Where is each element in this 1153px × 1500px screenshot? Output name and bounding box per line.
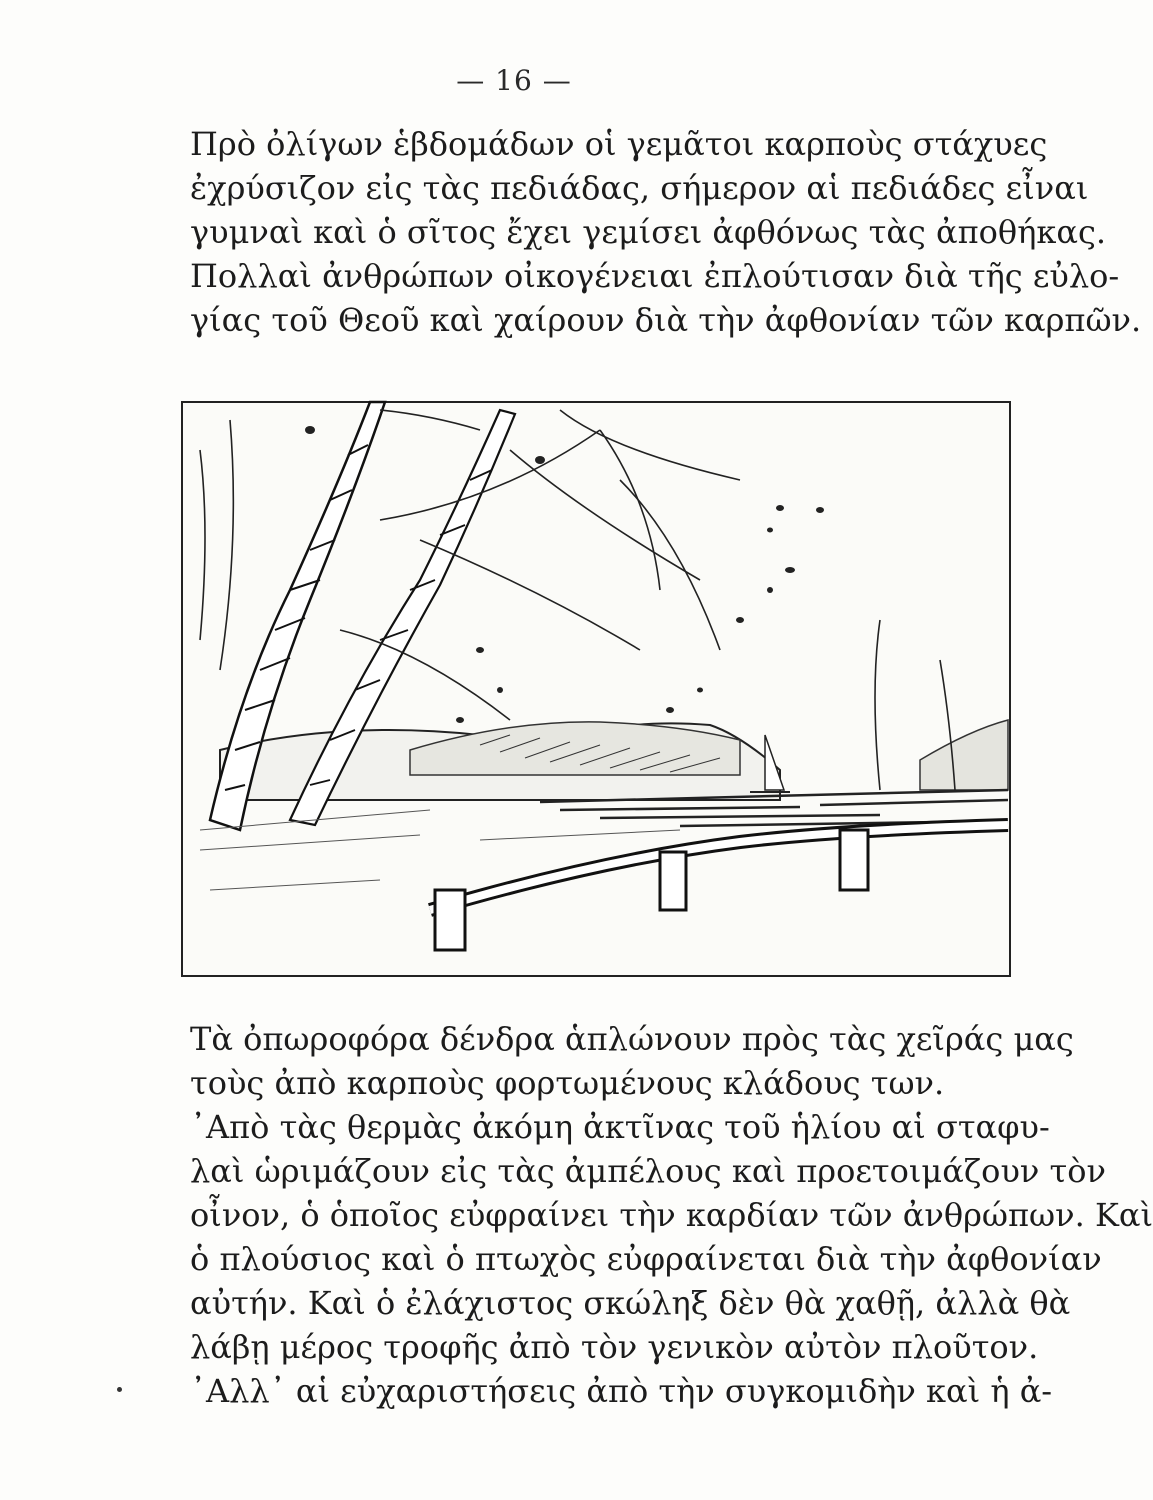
text-line: ᾿Απὸ τὰς θερμὰς ἀκόμη ἀκτῖνας τοῦ ἡλίου αἱ σταφυ- (190, 1108, 1050, 1146)
text-line: Τὰ ὀπωροφόρα δένδρα ἁπλώνουν πρὸς τὰς χεῖράς μας (190, 1020, 1074, 1058)
landscape-drawing (180, 390, 1012, 978)
paragraph-harvest-fields (190, 122, 1142, 342)
text-line: λάβῃ μέρος τροφῆς ἀπὸ τὸν γενικὸν αὐτὸν πλοῦτον. (190, 1328, 1039, 1366)
text-line: Πολλαὶ ἀνθρώπων οἰκογένειαι ἐπλούτισαν διὰ τῆς εὐλο- (190, 257, 1120, 295)
text-line: ᾿Αλλ᾿ αἱ εὐχαριστήσεις ἀπὸ τὴν συγκομιδὴν καὶ ἡ ἀ- (190, 1372, 1053, 1410)
text-line: Πρὸ ὀλίγων ἑβδομάδων οἱ γεμᾶτοι καρποὺς στάχυες (190, 125, 1048, 163)
text-line: ἐχρύσιζον εἰς τὰς πεδιάδας, σήμερον αἱ πεδιάδες εἶναι (190, 169, 1089, 207)
page-number: — 16 — (456, 64, 572, 97)
landscape-illustration (180, 390, 1012, 978)
text-line: γυμναὶ καὶ ὁ σῖτος ἔχει γεμίσει ἀφθόνως τὰς ἀποθήκας. (190, 213, 1107, 251)
paragraph-fruits-and-vines (190, 1017, 1153, 1413)
ink-dot (117, 1387, 122, 1392)
text-line: γίας τοῦ Θεοῦ καὶ χαίρουν διὰ τὴν ἀφθονίαν τῶν καρπῶν. (190, 301, 1142, 339)
text-line: λαὶ ὡριμάζουν εἰς τὰς ἀμπέλους καὶ προετοιμάζουν τὸν (190, 1152, 1106, 1190)
text-line: οἶνον, ὁ ὁποῖος εὐφραίνει τὴν καρδίαν τῶν ἀνθρώπων. Καὶ (190, 1196, 1153, 1234)
text-line: αὐτήν. Καὶ ὁ ἐλάχιστος σκώληξ δὲν θὰ χαθῇ, ἀλλὰ θὰ (190, 1284, 1071, 1322)
text-line: τοὺς ἀπὸ καρποὺς φορτωμένους κλάδους των. (190, 1064, 945, 1102)
text-line: ὁ πλούσιος καὶ ὁ πτωχὸς εὐφραίνεται διὰ τὴν ἀφθονίαν (190, 1240, 1102, 1278)
